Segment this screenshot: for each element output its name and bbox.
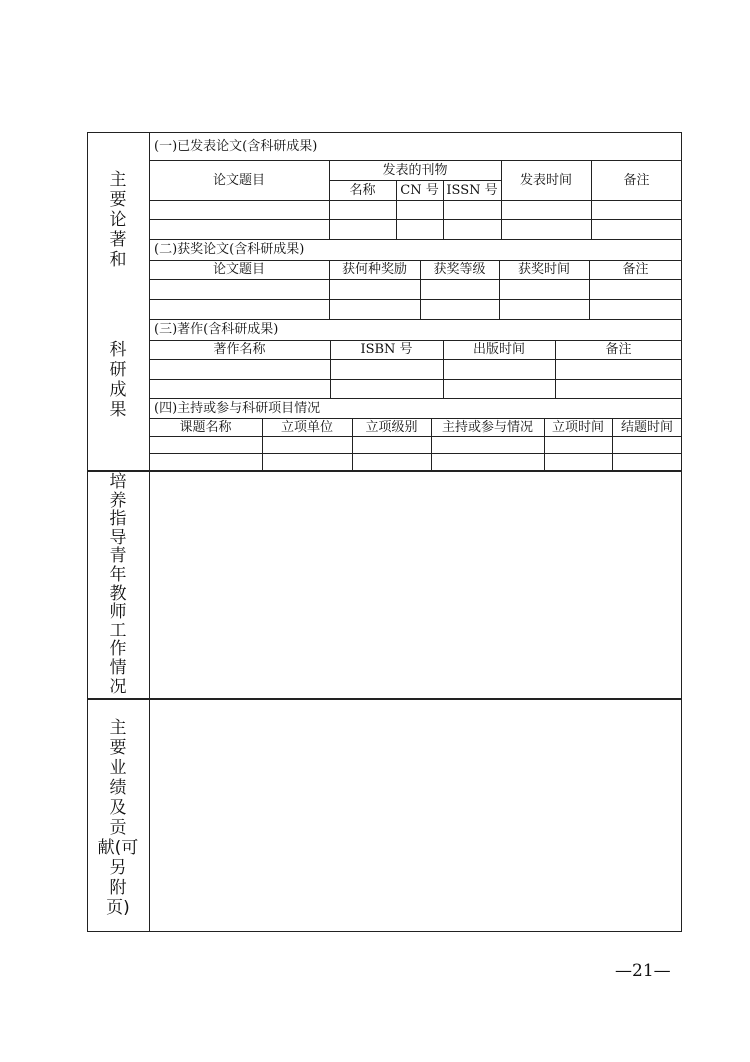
grid-line bbox=[149, 279, 682, 280]
side-label-works-bottom: 科 研 成 果 bbox=[109, 340, 127, 420]
grid-line bbox=[149, 418, 682, 419]
published-papers-heading: (一)已发表论文(含科研成果) bbox=[154, 139, 318, 154]
section-divider-1 bbox=[87, 470, 682, 472]
col-header-isbn: ISBN 号 bbox=[360, 342, 413, 357]
col-header-paper-title: 论文题目 bbox=[212, 262, 265, 277]
grid-line bbox=[149, 299, 682, 300]
side-label-mentoring: 培 养 指 导 青 年 教 师 工 作 情 况 bbox=[109, 472, 127, 697]
grid-line bbox=[149, 379, 682, 380]
col-header-publish-time: 发表时间 bbox=[519, 173, 572, 188]
grid-line bbox=[149, 260, 682, 261]
achievements-content-area[interactable] bbox=[151, 701, 680, 930]
grid-line bbox=[149, 398, 682, 399]
grid-line bbox=[149, 453, 682, 454]
col-header-award-level: 获奖等级 bbox=[433, 262, 486, 277]
col-header-note: 备注 bbox=[623, 173, 650, 188]
col-header-project-start: 立项时间 bbox=[551, 420, 604, 435]
section-divider-2 bbox=[87, 698, 682, 700]
grid-line bbox=[149, 200, 682, 201]
mentoring-content-area[interactable] bbox=[151, 473, 680, 697]
award-papers-heading: (二)获奖论文(含科研成果) bbox=[154, 242, 305, 257]
col-header-project-unit: 立项单位 bbox=[280, 420, 333, 435]
grid-line bbox=[149, 239, 682, 240]
projects-heading: (四)主持或参与科研项目情况 bbox=[154, 401, 321, 416]
grid-line bbox=[149, 219, 682, 220]
col-header-publish-time: 出版时间 bbox=[472, 342, 525, 357]
books-heading: (三)著作(含科研成果) bbox=[154, 322, 279, 337]
grid-line bbox=[149, 160, 682, 161]
grid-line bbox=[591, 160, 592, 239]
col-header-note: 备注 bbox=[605, 342, 632, 357]
col-header-project-level: 立项级别 bbox=[365, 420, 418, 435]
grid-line bbox=[501, 160, 502, 239]
page-number: —21— bbox=[615, 961, 671, 981]
label-column-divider bbox=[149, 133, 150, 932]
col-header-paper-title: 论文题目 bbox=[212, 173, 265, 188]
col-header-cn: CN 号 bbox=[400, 183, 439, 198]
col-header-project-end: 结题时间 bbox=[620, 420, 673, 435]
grid-line bbox=[149, 436, 682, 437]
col-header-book-name: 著作名称 bbox=[213, 342, 266, 357]
col-header-note: 备注 bbox=[622, 262, 649, 277]
grid-line bbox=[329, 180, 501, 181]
grid-line bbox=[149, 319, 682, 320]
col-header-award-time: 获奖时间 bbox=[517, 262, 570, 277]
side-label-achievements: 主 要 业 绩 及 贡 献(可 另 附 页) bbox=[97, 718, 139, 918]
col-header-award: 获何种奖励 bbox=[341, 262, 407, 277]
col-header-project-name: 课题名称 bbox=[179, 420, 232, 435]
col-header-journal-name: 名称 bbox=[349, 183, 376, 198]
col-header-project-role: 主持或参与情况 bbox=[441, 420, 533, 435]
side-label-works-top: 主 要 论 著 和 bbox=[109, 170, 127, 270]
grid-line bbox=[149, 359, 682, 360]
grid-line bbox=[149, 340, 682, 341]
col-header-issn: ISSN 号 bbox=[446, 183, 498, 198]
col-header-journal-group: 发表的刊物 bbox=[382, 163, 448, 178]
